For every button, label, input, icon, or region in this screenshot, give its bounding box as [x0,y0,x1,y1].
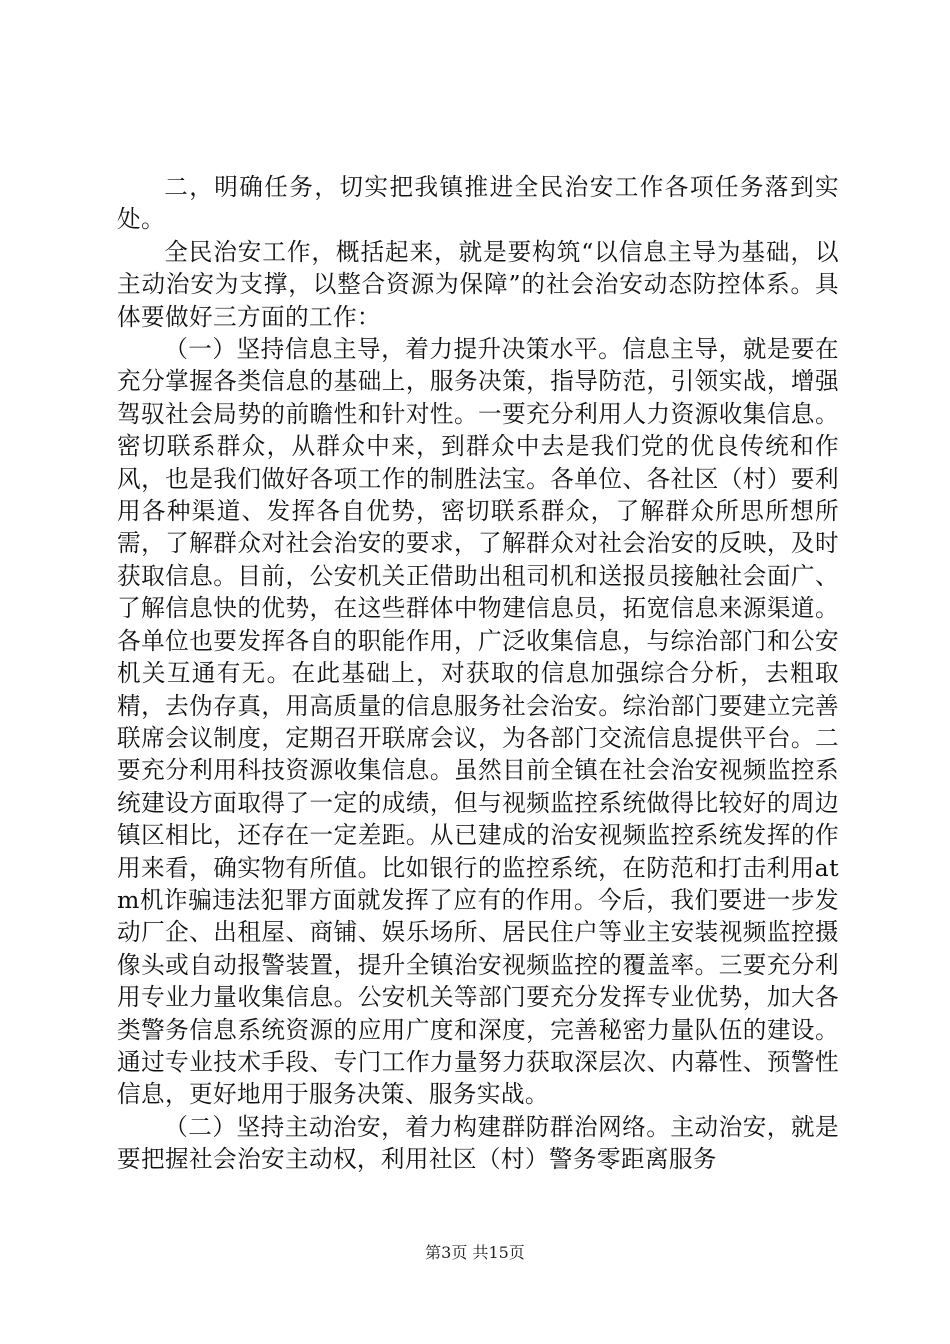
paragraph-task-heading: 二，明确任务，切实把我镇推进全民治安工作各项任务落到实处。 [117,173,839,234]
document-body [117,171,839,1176]
paragraph-information-led: （一）坚持信息主导，着力提升决策水平。信息主导，就是要在充分掌握各类信息的基础上，服务决策，指导防范，引领实战，增强驾驭社会局势的前瞻性和针对性。一要充分利用人力资源收集信息。密切联系群众，从群众中来，到群众中去是我们党的优良传统和作风，也是我们做好各项工作的制胜法宝。各单位、各社区（村）要利用各种渠道、发挥各自优势，密切联系群众，了解群众所思所想所需，了解群众对社会治安的要求，了解群众对社会治安的反映，及时获取信息。目前，公安机关正借助出租司机和送报员接触社会面广、了解信息快的优势，在这些群体中物建信息员，拓宽信息来源渠道。各单位也要发挥各自的职能作用，广泛收集信息，与综治部门和公安机关互通有无。在此基础上，对获取的信息加强综合分析，去粗取精，去伪存真，用高质量的信息服务社会治安。综治部门要建立完善联席会议制度，定期召开联席会议，为各部门交流信息提供平台。二要充分利用科技资源收集信息。虽然目前全镇在社会治安视频监控系统建设方面取得了一定的成绩，但与视频监控系统做得比较好的周边镇区相比，还存在一定差距。从已建成的治安视频监控系统发挥的作用来看，确实物有所值。比如银行的监控系统，在防范和打击利用atm机诈骗违法犯罪方面就发挥了应有的作用。今后，我们要进一步发动厂企、出租屋、商铺、娱乐场所、居民住户等业主安装视频监控摄像头或自动报警装置，提升全镇治安视频监控的覆盖率。三要充分利用专业力量收集信息。公安机关等部门要充分发挥专业优势，加大各类警务信息系统资源的应用广度和深度，完善秘密力量队伍的建设。通过专业技术手段、专门工作力量努力获取深层次、内幕性、预警性信息，更好地用于服务决策、服务实战。 [117,335,839,1109]
paragraph-overview: 全民治安工作，概括起来，就是要构筑“以信息主导为基础，以主动治安为支撑，以整合资源为保障”的社会治安动态防控体系。具体要做好三方面的工作： [117,237,839,331]
paragraph-active-policing: （二）坚持主动治安，着力构建群防群治网络。主动治安，就是要把握社会治安主动权，利用社区（村）警务零距离服务 [117,1112,839,1174]
page-number-footer: 第3页 共15页 [425,1243,525,1262]
